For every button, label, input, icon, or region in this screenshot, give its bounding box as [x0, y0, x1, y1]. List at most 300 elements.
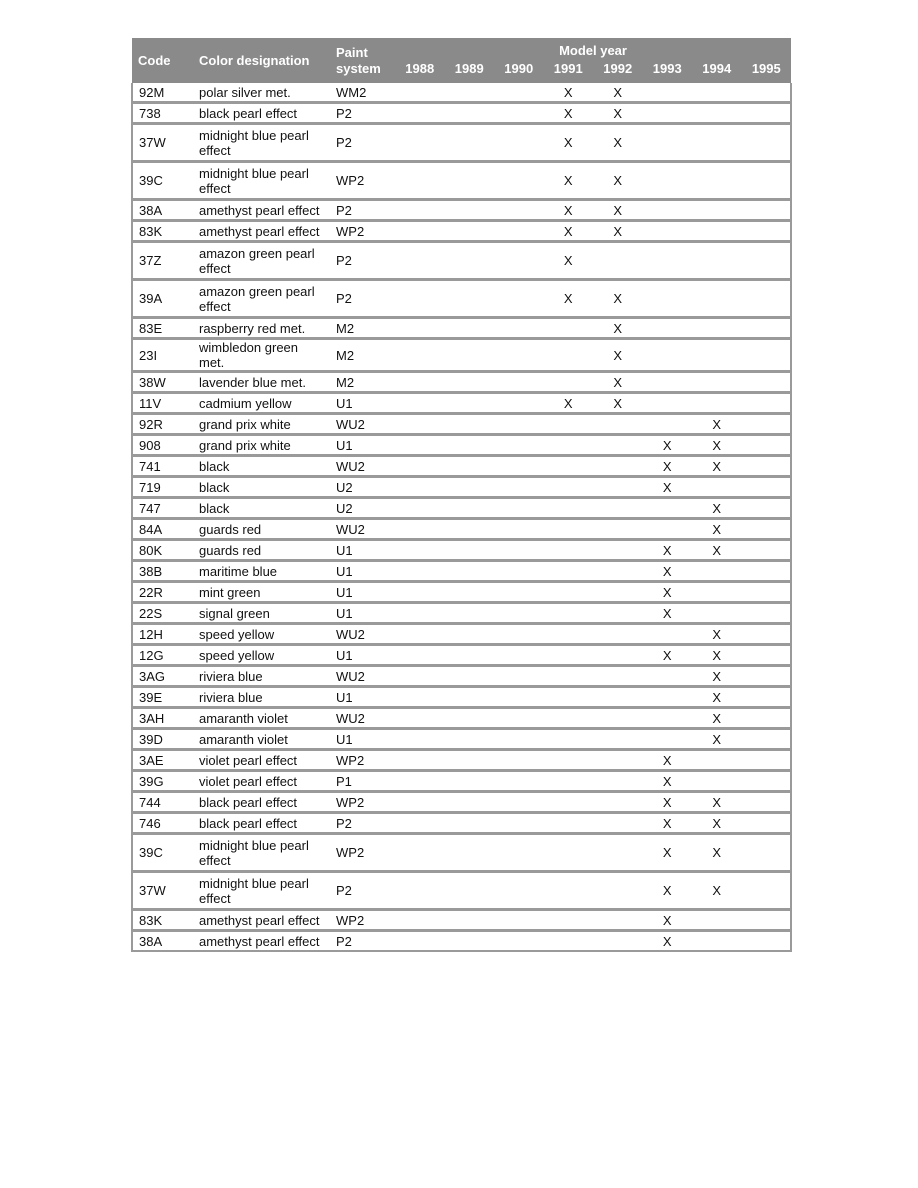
cell-year-mark [643, 200, 693, 221]
cell-year-mark [643, 519, 693, 540]
cell-year-mark [445, 561, 495, 582]
cell-color-designation: amazon green pearl effect [193, 280, 330, 318]
cell-year-mark: X [544, 124, 594, 162]
cell-paint-system: WU2 [330, 708, 395, 729]
cell-year-mark [395, 561, 445, 582]
cell-year-mark [445, 540, 495, 561]
cell-year-mark: X [692, 435, 742, 456]
cell-year-mark [742, 813, 792, 834]
table-row [132, 603, 791, 624]
cell-color-designation: guards red [193, 540, 330, 561]
cell-year-mark [593, 582, 643, 603]
cell-year-mark [742, 792, 792, 813]
cell-paint-system: U1 [330, 561, 395, 582]
cell-year-mark [593, 910, 643, 931]
cell-year-mark [742, 910, 792, 931]
cell-code: 12H [132, 624, 193, 645]
cell-year-mark [544, 645, 594, 666]
cell-year-mark [544, 456, 594, 477]
header-year: 1993 [643, 59, 693, 83]
cell-year-mark [544, 498, 594, 519]
cell-year-mark [544, 477, 594, 498]
table-row [132, 393, 791, 414]
cell-paint-system: WU2 [330, 519, 395, 540]
table-row [132, 162, 791, 200]
cell-code: 12G [132, 645, 193, 666]
cell-year-mark [494, 103, 544, 124]
cell-year-mark [692, 221, 742, 242]
cell-year-mark: X [692, 624, 742, 645]
cell-year-mark [692, 200, 742, 221]
cell-year-mark [544, 771, 594, 792]
header-year: 1995 [742, 59, 792, 83]
cell-year-mark [593, 540, 643, 561]
cell-year-mark [643, 162, 693, 200]
cell-year-mark [692, 372, 742, 393]
cell-year-mark [742, 435, 792, 456]
cell-year-mark [494, 456, 544, 477]
cell-year-mark [445, 792, 495, 813]
cell-year-mark [643, 729, 693, 750]
cell-paint-system: P2 [330, 242, 395, 280]
cell-year-mark: X [643, 603, 693, 624]
cell-color-designation: amazon green pearl effect [193, 242, 330, 280]
cell-year-mark [742, 242, 792, 280]
cell-code: 38A [132, 200, 193, 221]
cell-code: 744 [132, 792, 193, 813]
table-row [132, 771, 791, 792]
cell-year-mark [692, 910, 742, 931]
table-row [132, 931, 791, 952]
cell-year-mark [742, 603, 792, 624]
cell-year-mark [544, 910, 594, 931]
cell-code: 3AE [132, 750, 193, 771]
cell-year-mark [544, 339, 594, 372]
cell-paint-system: P2 [330, 124, 395, 162]
table-row [132, 561, 791, 582]
cell-paint-system: M2 [330, 318, 395, 339]
cell-code: 84A [132, 519, 193, 540]
header-code: Code [132, 38, 193, 83]
cell-year-mark [494, 414, 544, 435]
cell-paint-system: P2 [330, 280, 395, 318]
cell-year-mark: X [643, 771, 693, 792]
cell-year-mark [445, 242, 495, 280]
cell-year-mark [593, 242, 643, 280]
table-row [132, 372, 791, 393]
cell-color-designation: grand prix white [193, 435, 330, 456]
cell-year-mark [395, 687, 445, 708]
cell-paint-system: U1 [330, 603, 395, 624]
cell-year-mark [395, 242, 445, 280]
cell-code: 38B [132, 561, 193, 582]
cell-color-designation: black [193, 456, 330, 477]
table-row [132, 666, 791, 687]
cell-year-mark [742, 645, 792, 666]
cell-year-mark: X [692, 498, 742, 519]
cell-year-mark [445, 103, 495, 124]
cell-year-mark [544, 834, 594, 872]
cell-code: 37Z [132, 242, 193, 280]
cell-paint-system: WP2 [330, 792, 395, 813]
table-row [132, 124, 791, 162]
cell-year-mark [445, 582, 495, 603]
cell-code: 746 [132, 813, 193, 834]
header-year: 1989 [445, 59, 495, 83]
cell-code: 22S [132, 603, 193, 624]
cell-year-mark: X [593, 372, 643, 393]
cell-year-mark [692, 931, 742, 952]
cell-paint-system: U1 [330, 540, 395, 561]
cell-year-mark: X [692, 729, 742, 750]
cell-color-designation: amethyst pearl effect [193, 200, 330, 221]
cell-year-mark [494, 708, 544, 729]
cell-year-mark: X [593, 339, 643, 372]
cell-year-mark [395, 124, 445, 162]
cell-year-mark [692, 477, 742, 498]
cell-year-mark: X [544, 162, 594, 200]
cell-year-mark: X [643, 582, 693, 603]
cell-year-mark [544, 414, 594, 435]
table-row [132, 582, 791, 603]
cell-year-mark [692, 318, 742, 339]
cell-year-mark: X [643, 477, 693, 498]
header-color-designation: Color designation [193, 38, 330, 83]
cell-code: 3AH [132, 708, 193, 729]
cell-code: 22R [132, 582, 193, 603]
cell-year-mark: X [692, 813, 742, 834]
cell-color-designation: maritime blue [193, 561, 330, 582]
cell-year-mark [445, 931, 495, 952]
cell-year-mark [742, 872, 792, 910]
cell-year-mark [445, 280, 495, 318]
cell-year-mark [494, 280, 544, 318]
cell-color-designation: raspberry red met. [193, 318, 330, 339]
cell-year-mark [445, 624, 495, 645]
cell-year-mark: X [643, 872, 693, 910]
cell-code: 23I [132, 339, 193, 372]
cell-paint-system: M2 [330, 372, 395, 393]
cell-year-mark [643, 339, 693, 372]
cell-year-mark [395, 729, 445, 750]
cell-color-designation: grand prix white [193, 414, 330, 435]
cell-year-mark [742, 540, 792, 561]
cell-year-mark [494, 624, 544, 645]
cell-year-mark [593, 687, 643, 708]
cell-year-mark [395, 498, 445, 519]
cell-year-mark [445, 771, 495, 792]
cell-year-mark [445, 750, 495, 771]
cell-code: 39C [132, 162, 193, 200]
cell-year-mark [395, 221, 445, 242]
cell-code: 83E [132, 318, 193, 339]
cell-year-mark [544, 792, 594, 813]
cell-year-mark [445, 318, 495, 339]
cell-paint-system: U1 [330, 687, 395, 708]
cell-year-mark [692, 561, 742, 582]
cell-year-mark [692, 582, 742, 603]
cell-paint-system: P2 [330, 200, 395, 221]
cell-year-mark [593, 813, 643, 834]
cell-color-designation: midnight blue pearl effect [193, 124, 330, 162]
cell-color-designation: violet pearl effect [193, 771, 330, 792]
cell-year-mark [643, 666, 693, 687]
cell-year-mark [445, 414, 495, 435]
cell-year-mark [643, 393, 693, 414]
cell-year-mark [445, 708, 495, 729]
cell-year-mark [494, 124, 544, 162]
cell-year-mark [643, 221, 693, 242]
cell-color-designation: polar silver met. [193, 83, 330, 103]
header-year: 1994 [692, 59, 742, 83]
table-row [132, 708, 791, 729]
cell-year-mark [643, 83, 693, 103]
cell-color-designation: black pearl effect [193, 792, 330, 813]
cell-year-mark: X [643, 750, 693, 771]
cell-year-mark [593, 729, 643, 750]
cell-year-mark [544, 519, 594, 540]
table-row [132, 103, 791, 124]
cell-year-mark [593, 561, 643, 582]
cell-year-mark [544, 435, 594, 456]
table-row [132, 872, 791, 910]
cell-year-mark [742, 280, 792, 318]
cell-year-mark [544, 931, 594, 952]
cell-year-mark [445, 221, 495, 242]
cell-code: 37W [132, 124, 193, 162]
cell-year-mark [643, 624, 693, 645]
table-row [132, 221, 791, 242]
cell-color-designation: violet pearl effect [193, 750, 330, 771]
cell-year-mark [445, 834, 495, 872]
cell-year-mark: X [544, 280, 594, 318]
cell-year-mark [395, 103, 445, 124]
cell-year-mark [742, 834, 792, 872]
cell-paint-system: WP2 [330, 750, 395, 771]
cell-year-mark: X [692, 687, 742, 708]
cell-year-mark [494, 792, 544, 813]
cell-paint-system: U1 [330, 435, 395, 456]
cell-code: 741 [132, 456, 193, 477]
cell-year-mark [395, 200, 445, 221]
cell-year-mark [494, 200, 544, 221]
cell-color-designation: black [193, 498, 330, 519]
cell-year-mark [445, 124, 495, 162]
cell-code: 738 [132, 103, 193, 124]
cell-year-mark: X [544, 393, 594, 414]
header-year: 1988 [395, 59, 445, 83]
cell-year-mark [692, 103, 742, 124]
cell-year-mark [445, 666, 495, 687]
cell-year-mark [494, 872, 544, 910]
cell-year-mark [692, 393, 742, 414]
cell-year-mark: X [692, 666, 742, 687]
cell-year-mark [544, 318, 594, 339]
cell-year-mark [395, 813, 445, 834]
cell-year-mark [494, 318, 544, 339]
cell-color-designation: guards red [193, 519, 330, 540]
cell-color-designation: speed yellow [193, 624, 330, 645]
table-row [132, 834, 791, 872]
cell-year-mark: X [692, 456, 742, 477]
cell-code: 38W [132, 372, 193, 393]
cell-code: 39D [132, 729, 193, 750]
cell-year-mark [742, 221, 792, 242]
cell-year-mark [395, 666, 445, 687]
cell-year-mark [742, 103, 792, 124]
cell-year-mark [395, 393, 445, 414]
cell-year-mark [395, 771, 445, 792]
cell-year-mark [643, 280, 693, 318]
cell-year-mark [445, 339, 495, 372]
cell-year-mark [494, 687, 544, 708]
cell-year-mark [692, 124, 742, 162]
table-row [132, 910, 791, 931]
cell-paint-system: WU2 [330, 456, 395, 477]
cell-year-mark [593, 666, 643, 687]
cell-color-designation: amaranth violet [193, 708, 330, 729]
cell-color-designation: black pearl effect [193, 103, 330, 124]
cell-year-mark [643, 708, 693, 729]
cell-paint-system: P2 [330, 813, 395, 834]
cell-year-mark: X [643, 645, 693, 666]
cell-year-mark [445, 372, 495, 393]
table-row [132, 645, 791, 666]
cell-paint-system: WU2 [330, 666, 395, 687]
cell-year-mark [445, 872, 495, 910]
cell-year-mark [494, 813, 544, 834]
cell-year-mark [544, 624, 594, 645]
cell-paint-system: M2 [330, 339, 395, 372]
cell-year-mark [692, 750, 742, 771]
cell-year-mark [395, 750, 445, 771]
table-row [132, 540, 791, 561]
cell-year-mark [544, 729, 594, 750]
cell-year-mark [395, 540, 445, 561]
cell-year-mark [742, 200, 792, 221]
cell-year-mark: X [692, 519, 742, 540]
cell-year-mark [395, 872, 445, 910]
cell-year-mark [494, 498, 544, 519]
cell-code: 719 [132, 477, 193, 498]
cell-color-designation: cadmium yellow [193, 393, 330, 414]
cell-year-mark [593, 603, 643, 624]
table-row [132, 477, 791, 498]
cell-year-mark [445, 519, 495, 540]
cell-color-designation: signal green [193, 603, 330, 624]
header-year: 1990 [494, 59, 544, 83]
cell-year-mark [494, 477, 544, 498]
table-row [132, 200, 791, 221]
cell-year-mark [445, 645, 495, 666]
cell-year-mark [395, 603, 445, 624]
cell-year-mark [742, 687, 792, 708]
cell-year-mark: X [593, 393, 643, 414]
cell-color-designation: amaranth violet [193, 729, 330, 750]
cell-year-mark [395, 519, 445, 540]
cell-code: 92R [132, 414, 193, 435]
cell-year-mark [395, 456, 445, 477]
cell-year-mark [593, 435, 643, 456]
cell-year-mark [395, 339, 445, 372]
cell-year-mark [494, 519, 544, 540]
cell-year-mark [494, 540, 544, 561]
cell-year-mark [593, 645, 643, 666]
cell-year-mark [445, 477, 495, 498]
cell-year-mark: X [593, 318, 643, 339]
cell-code: 11V [132, 393, 193, 414]
cell-color-designation: amethyst pearl effect [193, 910, 330, 931]
table-row [132, 318, 791, 339]
cell-year-mark [742, 666, 792, 687]
cell-year-mark [593, 456, 643, 477]
cell-year-mark [692, 83, 742, 103]
cell-year-mark [494, 221, 544, 242]
cell-color-designation: amethyst pearl effect [193, 221, 330, 242]
cell-year-mark [544, 540, 594, 561]
cell-code: 38A [132, 931, 193, 952]
cell-paint-system: P1 [330, 771, 395, 792]
cell-year-mark [445, 729, 495, 750]
cell-year-mark [643, 687, 693, 708]
cell-color-designation: midnight blue pearl effect [193, 162, 330, 200]
cell-year-mark [692, 771, 742, 792]
cell-year-mark [494, 750, 544, 771]
cell-year-mark [742, 519, 792, 540]
cell-year-mark [742, 477, 792, 498]
cell-year-mark [742, 582, 792, 603]
cell-year-mark [544, 561, 594, 582]
cell-paint-system: WP2 [330, 162, 395, 200]
cell-year-mark [742, 729, 792, 750]
cell-year-mark [395, 435, 445, 456]
cell-year-mark [494, 561, 544, 582]
cell-year-mark [692, 162, 742, 200]
cell-color-designation: black [193, 477, 330, 498]
cell-year-mark: X [643, 910, 693, 931]
table-row [132, 498, 791, 519]
cell-year-mark [692, 603, 742, 624]
table-row [132, 339, 791, 372]
cell-year-mark [494, 582, 544, 603]
cell-year-mark [395, 162, 445, 200]
cell-year-mark [692, 339, 742, 372]
cell-year-mark [593, 498, 643, 519]
cell-code: 39C [132, 834, 193, 872]
cell-paint-system: WM2 [330, 83, 395, 103]
cell-year-mark [395, 708, 445, 729]
cell-color-designation: midnight blue pearl effect [193, 872, 330, 910]
cell-year-mark [544, 372, 594, 393]
cell-year-mark [494, 242, 544, 280]
cell-year-mark [395, 414, 445, 435]
cell-year-mark [395, 83, 445, 103]
header-year: 1992 [593, 59, 643, 83]
paint-code-table-container [131, 38, 790, 952]
table-row [132, 456, 791, 477]
cell-year-mark [742, 456, 792, 477]
cell-code: 747 [132, 498, 193, 519]
cell-year-mark [544, 582, 594, 603]
cell-year-mark [395, 792, 445, 813]
cell-year-mark [593, 750, 643, 771]
cell-year-mark [593, 872, 643, 910]
table-row [132, 729, 791, 750]
cell-year-mark [494, 729, 544, 750]
cell-year-mark [395, 318, 445, 339]
cell-year-mark [643, 103, 693, 124]
cell-year-mark [742, 372, 792, 393]
